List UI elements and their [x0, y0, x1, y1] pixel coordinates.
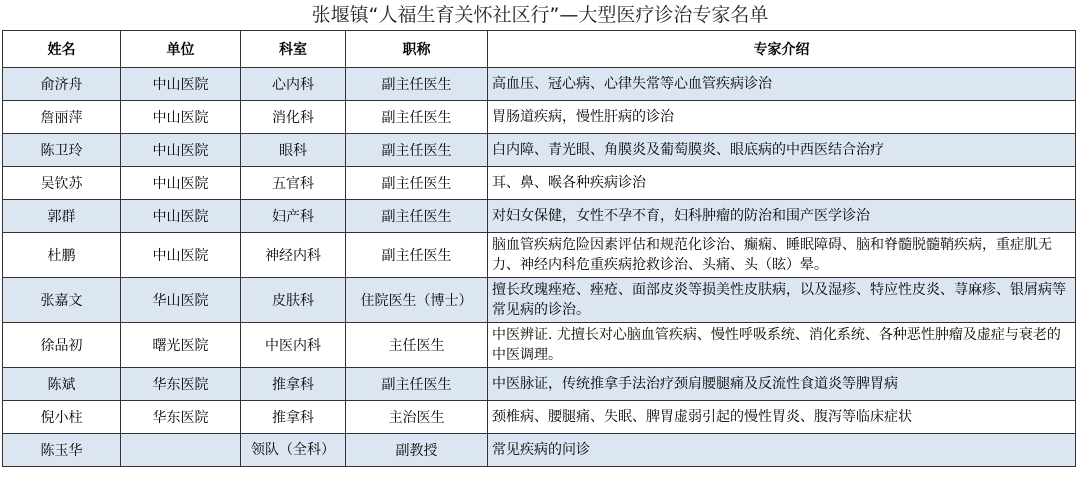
cell-intro: 中医辨证. 尤擅长对心脑血管疾病、慢性呼吸系统、消化系统、各种恶性肿瘤及虚症与衰老的中医调理。	[488, 323, 1076, 368]
cell-name: 倪小柱	[3, 401, 121, 434]
header-name: 姓名	[3, 31, 121, 68]
cell-title: 副主任医生	[346, 134, 488, 167]
cell-unit	[121, 434, 241, 467]
cell-title: 副主任医生	[346, 101, 488, 134]
cell-intro: 中医脉证，传统推拿手法治疗颈肩腰腿痛及反流性食道炎等脾胃病	[488, 368, 1076, 401]
cell-title: 副主任医生	[346, 233, 488, 278]
table-row	[3, 434, 1076, 467]
expert-table	[2, 30, 1076, 467]
cell-unit: 华东医院	[121, 401, 241, 434]
table-header-row	[3, 31, 1076, 68]
table-row	[3, 368, 1076, 401]
cell-title: 副教授	[346, 434, 488, 467]
table-row	[3, 167, 1076, 200]
cell-name: 詹丽萍	[3, 101, 121, 134]
cell-title: 主治医生	[346, 401, 488, 434]
table-row	[3, 68, 1076, 101]
cell-title: 副主任医生	[346, 167, 488, 200]
cell-intro: 耳、鼻、喉各种疾病诊治	[488, 167, 1076, 200]
cell-title: 副主任医生	[346, 68, 488, 101]
table-row	[3, 401, 1076, 434]
cell-unit: 中山医院	[121, 200, 241, 233]
cell-name: 杜鹏	[3, 233, 121, 278]
cell-dept: 皮肤科	[241, 278, 346, 323]
cell-title: 副主任医生	[346, 200, 488, 233]
cell-title: 住院医生（博士）	[346, 278, 488, 323]
cell-name: 郭群	[3, 200, 121, 233]
cell-unit: 中山医院	[121, 233, 241, 278]
cell-unit: 中山医院	[121, 101, 241, 134]
cell-dept: 五官科	[241, 167, 346, 200]
cell-unit: 中山医院	[121, 167, 241, 200]
cell-name: 俞济舟	[3, 68, 121, 101]
cell-dept: 眼科	[241, 134, 346, 167]
cell-dept: 消化科	[241, 101, 346, 134]
cell-unit: 华东医院	[121, 368, 241, 401]
cell-unit: 中山医院	[121, 134, 241, 167]
cell-name: 吴钦苏	[3, 167, 121, 200]
cell-intro: 脑血管疾病危险因素评估和规范化诊治、癫痫、睡眠障碍、脑和脊髓脱髓鞘疾病，重症肌无力、神经内科危重疾病抢救诊治、头痛、头（眩）晕。	[488, 233, 1076, 278]
header-title: 职称	[346, 31, 488, 68]
cell-name: 陈卫玲	[3, 134, 121, 167]
cell-title: 副主任医生	[346, 368, 488, 401]
cell-dept: 心内科	[241, 68, 346, 101]
cell-name: 张嘉文	[3, 278, 121, 323]
table-row	[3, 323, 1076, 368]
cell-unit: 曙光医院	[121, 323, 241, 368]
cell-dept: 领队（全科）	[241, 434, 346, 467]
table-row	[3, 233, 1076, 278]
header-unit: 单位	[121, 31, 241, 68]
cell-unit: 中山医院	[121, 68, 241, 101]
cell-name: 陈玉华	[3, 434, 121, 467]
cell-unit: 华山医院	[121, 278, 241, 323]
cell-dept: 妇产科	[241, 200, 346, 233]
table-row	[3, 278, 1076, 323]
page-title: 张堰镇“人福生育关怀社区行”—大型医疗诊治专家名单	[311, 4, 769, 26]
header-intro: 专家介绍	[488, 31, 1076, 68]
cell-dept: 神经内科	[241, 233, 346, 278]
cell-intro: 胃肠道疾病，慢性肝病的诊治	[488, 101, 1076, 134]
table-row	[3, 200, 1076, 233]
cell-intro: 擅长玫瑰痤疮、痤疮、面部皮炎等损美性皮肤病，以及湿疹、特应性皮炎、荨麻疹、银屑病等常见病的诊治。	[488, 278, 1076, 323]
cell-title: 主任医生	[346, 323, 488, 368]
cell-dept: 中医内科	[241, 323, 346, 368]
table-row	[3, 101, 1076, 134]
header-dept: 科室	[241, 31, 346, 68]
cell-dept: 推拿科	[241, 368, 346, 401]
cell-intro: 颈椎病、腰腿痛、失眠、脾胃虚弱引起的慢性胃炎、腹泻等临床症状	[488, 401, 1076, 434]
cell-intro: 高血压、冠心病、心律失常等心血管疾病诊治	[488, 68, 1076, 101]
cell-name: 徐品初	[3, 323, 121, 368]
table-row	[3, 134, 1076, 167]
cell-dept: 推拿科	[241, 401, 346, 434]
cell-intro: 常见疾病的问诊	[488, 434, 1076, 467]
cell-intro: 对妇女保健，女性不孕不育，妇科肿瘤的防治和围产医学诊治	[488, 200, 1076, 233]
cell-intro: 白内障、青光眼、角膜炎及葡萄膜炎、眼底病的中西医结合治疗	[488, 134, 1076, 167]
cell-name: 陈斌	[3, 368, 121, 401]
